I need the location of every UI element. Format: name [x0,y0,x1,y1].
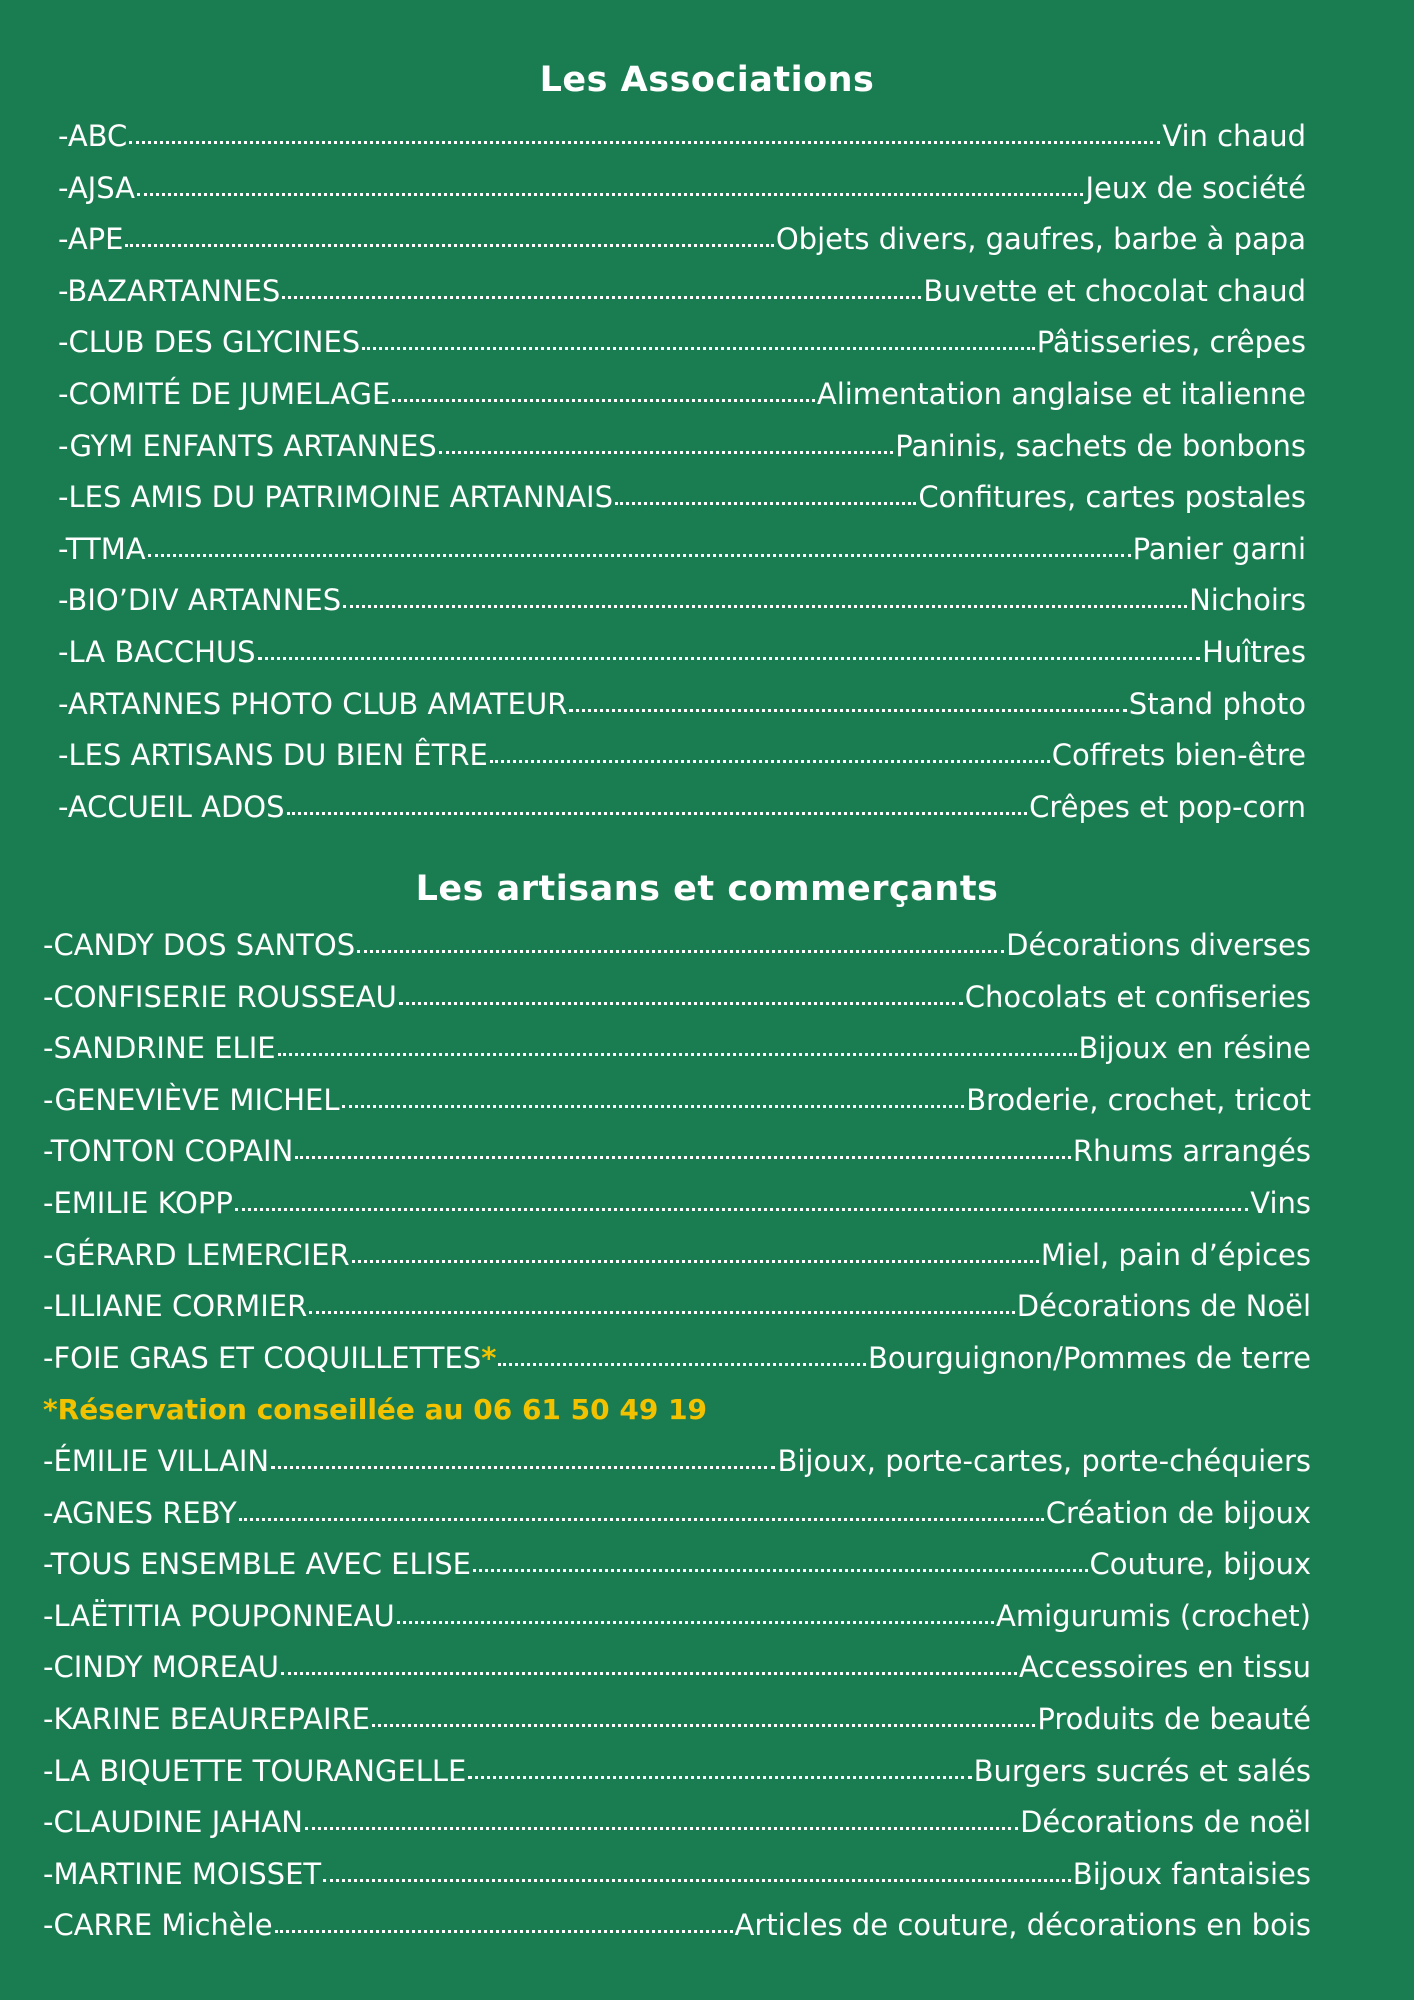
dot-leader [397,1615,994,1624]
offering-text: Couture, bijoux [1089,1547,1311,1582]
vendor-name: -AJSA [58,170,136,205]
vendor-name: -CLUB DES GLYCINES [58,325,361,360]
dot-leader [282,290,921,299]
vendor-name: -EMILIE KOPP [43,1185,233,1220]
dot-leader [439,445,894,454]
offering-text: Panier garni [1132,531,1306,566]
offering-text: Vins [1250,1185,1311,1220]
offering-text: Bijoux, porte-cartes, porte-chéquiers [777,1443,1311,1478]
artisans-title: Les artisans et commerçants [415,869,999,909]
offering-text: Burgers sucrés et salés [973,1753,1311,1788]
offering-text: Coffrets bien-être [1051,738,1306,773]
dot-leader [148,548,1131,557]
list-item [58,214,1306,266]
dot-leader [275,1924,733,1933]
list-item [58,317,1306,369]
offering-text: Rhums arrangés [1072,1134,1311,1169]
dot-leader [305,1821,1018,1830]
list-item [43,1075,1311,1127]
list-item [58,472,1306,524]
dot-leader [569,703,1126,712]
vendor-name: -LA BACCHUS [58,634,256,669]
offering-text: Paninis, sachets de bonbons [895,428,1306,463]
vendor-name: -APE [58,222,124,257]
offering-text: Confitures, cartes postales [918,480,1306,515]
list-item [43,1797,1311,1849]
offering-text: Vin chaud [1162,119,1306,153]
offering-text: Création de bijoux [1045,1495,1311,1530]
dot-leader [468,1770,971,1779]
vendor-name: -CANDY DOS SANTOS [43,928,356,962]
dot-leader [490,754,1050,763]
dot-leader [342,1099,965,1108]
dot-leader [372,1718,1035,1727]
list-item [43,1642,1311,1694]
vendor-name: -LES ARTISANS DU BIEN ÊTRE [58,738,488,773]
list-item [43,1436,1311,1488]
list-item [43,1126,1311,1178]
vendor-name: -LA BIQUETTE TOURANGELLE [43,1753,467,1788]
list-item [58,163,1306,215]
list-item [43,1023,1311,1075]
offering-text: Décorations de Noël [1016,1289,1311,1324]
list-item [43,920,1311,972]
associations-title: Les Associations [539,60,875,100]
list-item [58,782,1306,834]
vendor-name: -GYM ENFANTS ARTANNES [58,428,437,463]
dot-leader [323,1873,1071,1882]
vendor-name: -KARINE BEAUREPAIRE [43,1701,371,1736]
vendor-name: -ARTANNES PHOTO CLUB AMATEUR [58,686,568,721]
vendor-name: -CARRE Michèle [43,1908,273,1943]
offering-text: Objets divers, gaufres, barbe à papa [775,222,1306,257]
vendor-name: -SANDRINE ELIE [43,1031,276,1066]
offering-text: Nichoirs [1189,583,1306,618]
dot-leader [137,187,1083,196]
list-item [58,266,1306,318]
dot-leader [309,1305,1015,1314]
reservation-asterisk: * [481,1340,497,1375]
list-item [58,730,1306,782]
vendor-name: -CINDY MOREAU [43,1650,280,1685]
list-item [58,627,1306,679]
offering-text: Huîtres [1202,634,1306,669]
dot-leader [473,1563,1088,1572]
list-item [58,524,1306,576]
vendor-name: -FOIE GRAS ET COQUILLETTES [43,1340,482,1375]
offering-text: Alimentation anglaise et italienne [816,376,1306,411]
offering-text: Pâtisseries, crêpes [1036,325,1306,360]
vendor-name: -COMITÉ DE JUMELAGE [58,376,391,411]
offering-text: Miel, pain d’épices [1040,1237,1311,1272]
dot-leader [362,341,1035,350]
vendor-name: -LAËTITIA POUPONNEAU [43,1598,395,1633]
vendor-name: -ACCUEIL ADOS [58,789,285,824]
vendor-name: -BAZARTANNES [58,273,281,308]
vendor-name: -TOUS ENSEMBLE AVEC ELISE [43,1547,471,1582]
vendor-name: -TTMA [58,531,146,566]
dot-leader [271,1460,775,1469]
list-item [43,1281,1311,1333]
dot-leader [287,806,1028,815]
vendor-name: -AGNES REBY [43,1495,237,1530]
dot-leader [392,393,815,402]
dot-leader [278,1047,1077,1056]
vendor-name: -CONFISERIE ROUSSEAU [43,979,397,1014]
offering-text: Décorations diverses [1006,928,1311,962]
dot-leader [615,496,916,505]
dot-leader [357,944,1004,953]
dot-leader [125,238,773,247]
vendor-name: -LES AMIS DU PATRIMOINE ARTANNAIS [58,480,614,515]
dot-leader [352,1254,1039,1263]
offering-text: Broderie, crochet, tricot [966,1082,1311,1117]
vendor-name: -CLAUDINE JAHAN [43,1805,303,1840]
offering-text: Articles de couture, décorations en bois [734,1908,1311,1943]
list-item [58,111,1306,163]
vendor-name: -GÉRARD LEMERCIER [43,1237,350,1272]
list-item [43,1333,1311,1385]
vendor-name: -GENEVIÈVE MICHEL [43,1082,340,1117]
offering-text: Bourguignon/Pommes de terre [867,1340,1311,1375]
list-item [58,679,1306,731]
vendor-name: -ÉMILIE VILLAIN [43,1443,270,1478]
vendor-name: -TONTON COPAIN [43,1134,294,1169]
offering-text: Accessoires en tissu [1019,1650,1311,1685]
offering-text: Buvette et chocolat chaud [923,273,1306,308]
offering-text: Bijoux en résine [1078,1031,1311,1066]
vendor-name: -MARTINE MOISSET [43,1856,322,1891]
offering-text: Chocolats et confiseries [964,979,1311,1014]
list-item [43,1488,1311,1540]
vendor-name: -ABC [58,119,128,153]
dot-leader [343,599,1187,608]
list-item [43,972,1311,1024]
dot-leader [129,135,1160,144]
offering-text: Décorations de noël [1020,1805,1311,1840]
list-item [58,421,1306,473]
offering-text: Crêpes et pop-corn [1029,789,1306,824]
artisans-list [43,920,1311,1952]
list-item [43,1694,1311,1746]
associations-list [58,111,1306,833]
list-item [43,1539,1311,1591]
offering-text: Jeux de société [1085,170,1306,205]
dot-leader [281,1666,1017,1675]
vendor-name: -BIO’DIV ARTANNES [58,583,342,618]
dot-leader [498,1357,866,1366]
reservation-note: *Réservation conseillée au 06 61 50 49 19 [43,1393,708,1427]
vendor-name: -LILIANE CORMIER [43,1289,308,1324]
dot-leader [399,996,963,1005]
list-item [43,1900,1311,1952]
offering-text: Bijoux fantaisies [1072,1856,1311,1891]
dot-leader [235,1202,1248,1211]
dot-leader [258,651,1201,660]
list-item [43,1849,1311,1901]
list-item [58,369,1306,421]
list-item [43,1591,1311,1643]
list-item [43,1230,1311,1282]
dot-leader [295,1150,1071,1159]
offering-text: Amigurumis (crochet) [995,1598,1311,1633]
offering-text: Produits de beauté [1037,1701,1311,1736]
list-item [43,1746,1311,1798]
list-item [43,1178,1311,1230]
offering-text: Stand photo [1128,686,1306,721]
list-item [58,575,1306,627]
dot-leader [239,1512,1044,1521]
